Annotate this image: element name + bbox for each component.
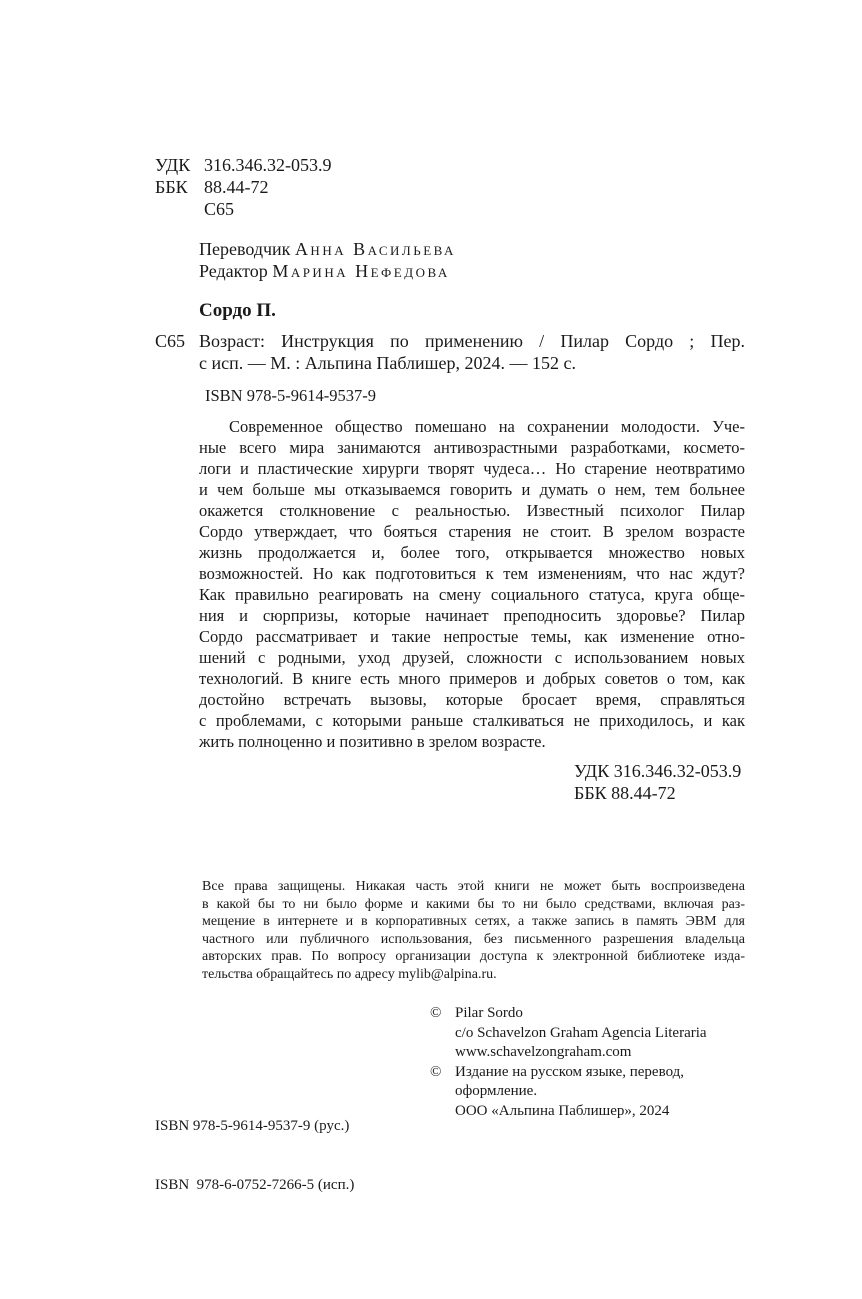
rights-line: частного или публичного использования, без письменного разрешения владельца xyxy=(202,931,745,947)
translator-role: Переводчик xyxy=(199,239,291,259)
isbn-list xyxy=(155,1078,354,1215)
copyright-icon: © xyxy=(430,1005,442,1021)
annotation-line: Сордо рассматривает и такие непростые темы, как изменение отно- xyxy=(199,627,745,646)
bib-entry-line-2: с исп. — М. : Альпина Паблишер, 2024. — 152 с. xyxy=(199,353,576,373)
copyright-publisher: © Издание на русском языке, перевод, оформление. ООО «Альпина Паблишер», 2024 xyxy=(430,1063,707,1122)
annotation-line: Современное общество помешано на сохранении молодости. Уче- xyxy=(229,417,745,436)
isbn-spanish: ISBN 978-6-0752-7266-5 (исп.) xyxy=(155,1176,355,1193)
author-heading: Сордо П. xyxy=(199,300,276,321)
editor-name: Марина Нефедова xyxy=(272,261,450,281)
rights-line: авторских прав. По вопросу организации доступа к электронной библиотеке изда- xyxy=(202,949,745,964)
annotation-line: возможностей. Но как подготовиться к тем изменениям, что нас ждут? xyxy=(199,564,745,583)
annotation-udk: УДК 316.346.32-053.9 xyxy=(574,761,742,781)
copyright-block xyxy=(430,1004,707,1122)
rights-notice xyxy=(202,878,745,983)
translator-credit xyxy=(199,238,456,260)
annotation-paragraph xyxy=(199,416,745,752)
annotation-line: ные всего мира занимаются антивозрастными разработками, космето- xyxy=(199,438,745,457)
annotation-line: Сордо утверждает, что бояться старения не стоит. В зрелом возрасте xyxy=(199,522,745,541)
translator-name: Анна Васильева xyxy=(294,239,456,259)
annotation-line: достойно встречать вызовы, которые бросает время, справляться xyxy=(199,690,745,709)
bbk-value: 88.44-72 xyxy=(204,177,269,197)
annotation-line: и чем больше мы отказываемся говорить и думать о нем, тем больнее xyxy=(199,480,745,499)
bib-isbn: ISBN 978-5-9614-9537-9 xyxy=(205,386,376,405)
udk-label: УДК xyxy=(155,155,191,175)
copyright-icon: © xyxy=(430,1063,442,1080)
isbn-russian: ISBN 978-5-9614-9537-9 (рус.) xyxy=(155,1118,350,1135)
author-mark: С65 xyxy=(204,199,235,219)
annotation-line: ния и сюрпризы, которые начинает преподносить здоровье? Пилар xyxy=(199,606,745,625)
annotation-classification xyxy=(574,760,741,804)
rights-line: тельства обращайтесь по адресу mylib@alpina.ru. xyxy=(202,966,497,982)
author-mark-row xyxy=(155,198,332,220)
bib-author-mark: С65 xyxy=(155,331,186,351)
editor-credit xyxy=(199,260,456,282)
rights-line: в какой бы то ни было форме и какими бы то ни было средствами, включая раз- xyxy=(202,896,745,912)
annotation-line: технологий. В книге есть много примеров и добрых советов о том, как xyxy=(199,669,745,688)
udk-row xyxy=(155,154,332,176)
annotation-line: жизнь продолжается и, более того, открывается множество новых xyxy=(199,543,745,562)
rights-line: Все права защищены. Никакая часть этой книги не может быть воспроизведена xyxy=(202,879,745,894)
annotation-line: шений с родными, уход друзей, сложности с использованием новых xyxy=(199,648,745,667)
bbk-row xyxy=(155,176,332,198)
annotation-line: жить полноценно и позитивно в зрелом возрасте. xyxy=(199,732,546,751)
bbk-label: ББК xyxy=(155,177,188,197)
annotation-line: Как правильно реагировать на смену социального статуса, круга обще- xyxy=(199,585,745,604)
classification-block xyxy=(155,154,332,220)
annotation-line: окажется столкновение с реальностью. Известный психолог Пилар xyxy=(199,501,745,520)
credits-block xyxy=(199,238,456,282)
annotation-bbk: ББК 88.44-72 xyxy=(574,783,676,803)
bib-entry xyxy=(199,330,745,374)
udk-value: 316.346.32-053.9 xyxy=(204,155,332,175)
annotation-line: с проблемами, с которыми раньше сталкиваться не приходилось, и как xyxy=(199,711,745,730)
rights-line: мещение в интернете и в корпоративных сетях, а также запись в память ЭВМ для xyxy=(202,914,745,929)
bib-entry-line-1: Возраст: Инструкция по применению / Пилар Сордо ; Пер. xyxy=(199,331,745,351)
annotation-line: логи и пластические хирурги творят чудеса… Но старение неотвратимо xyxy=(199,459,745,478)
copyright-author: © Pilar Sordo c/o Schavelzon Graham Agencia Literaria www.schavelzongraham.com xyxy=(430,1004,707,1063)
editor-role: Редактор xyxy=(199,261,268,281)
